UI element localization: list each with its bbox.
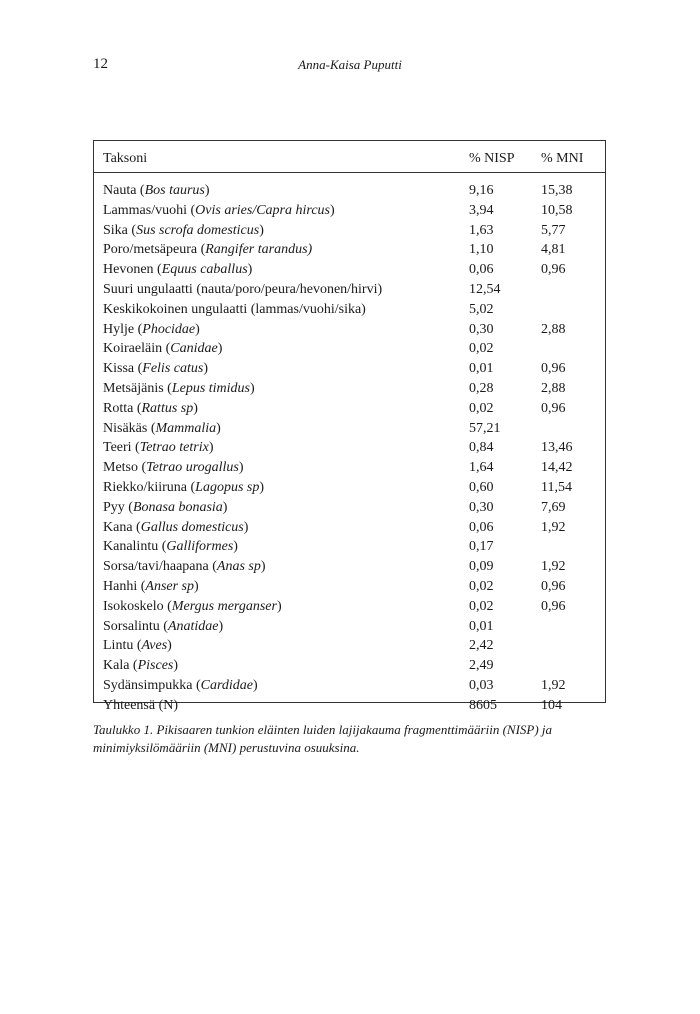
nisp-cell: 0,02	[469, 578, 494, 594]
taxon-cell	[94, 379, 469, 399]
mni-cell: 1,92	[541, 559, 566, 575]
table-row	[94, 498, 605, 518]
taxon-close-paren: )	[208, 440, 214, 456]
table-row	[94, 260, 605, 280]
taxon-close-paren: )	[218, 618, 224, 634]
nisp-cell: 9,16	[469, 183, 494, 198]
taxon-close-paren: )	[259, 479, 265, 495]
taxon-common-name: Kana (	[103, 519, 141, 535]
taxon-cell	[94, 438, 469, 458]
column-header-taxon: Taksoni	[94, 141, 469, 173]
taxon-common-name: Keskikokoinen ungulaatti (lammas/vuohi/sika)	[103, 301, 366, 317]
taxon-cell	[94, 518, 469, 538]
mni-cell: 0,96	[541, 578, 566, 594]
taxon-common-name: Kissa (	[103, 361, 143, 377]
table-row	[94, 173, 605, 201]
table-row	[94, 636, 605, 656]
table-row	[94, 419, 605, 439]
taxon-latin-name: Galliformes	[166, 539, 234, 555]
table-row	[94, 221, 605, 241]
nisp-cell: 1,10	[469, 242, 494, 258]
mni-cell: 104	[541, 697, 562, 713]
table-caption: Taulukko 1. Pikisaaren tunkion eläinten luiden lajijakauma fragmenttimääriin (NISP) ja minimiyksilömääriin (MNI) perustuvina osuuksina.	[93, 722, 553, 755]
taxon-latin-name: Mammalia	[155, 420, 217, 436]
table-row	[94, 518, 605, 538]
taxon-cell	[94, 419, 469, 439]
taxon-common-name: Riekko/kiiruna (	[103, 479, 196, 495]
taxon-cell	[94, 201, 469, 221]
taxon-common-name: Teeri (	[103, 440, 140, 456]
taxon-latin-name: Ovis aries/Capra hircus	[195, 202, 330, 218]
table-row	[94, 478, 605, 498]
taxon-cell	[94, 577, 469, 597]
taxon-close-paren: )	[193, 400, 198, 416]
nisp-cell: 0,84	[469, 440, 494, 456]
taxon-common-name: Kanalintu (	[103, 539, 167, 555]
taxon-latin-name: Phocidae	[142, 321, 196, 337]
taxon-common-name: Sika (	[103, 222, 137, 238]
mni-cell: 4,81	[541, 242, 566, 258]
taxon-cell	[94, 221, 469, 241]
taxon-common-name: Hevonen (	[103, 262, 162, 278]
taxon-latin-name: Pisces	[137, 658, 174, 674]
taxon-close-paren: )	[217, 341, 223, 357]
taxon-common-name: Kala (	[103, 658, 138, 674]
table-header-row	[94, 141, 605, 173]
taxon-common-name: Sydänsimpukka (	[103, 677, 201, 693]
table-row	[94, 438, 605, 458]
nisp-cell: 0,28	[469, 380, 494, 396]
taxon-close-paren: )	[329, 202, 335, 218]
mni-cell: 0,96	[541, 361, 566, 377]
mni-cell: 2,88	[541, 321, 566, 337]
mni-cell: 14,42	[541, 460, 573, 476]
taxon-close-paren: )	[194, 578, 199, 594]
taxon-latin-name: Gallus domesticus	[140, 519, 244, 535]
nisp-cell: 0,60	[469, 479, 494, 495]
table-row	[94, 339, 605, 359]
mni-cell: 15,38	[541, 183, 573, 198]
taxon-close-paren: )	[243, 519, 249, 535]
nisp-cell: 0,09	[469, 559, 494, 575]
table-row	[94, 399, 605, 419]
taxon-cell	[94, 597, 469, 617]
table-row	[94, 597, 605, 617]
taxon-cell	[94, 676, 469, 696]
column-header-mni: % MNI	[541, 141, 605, 173]
table-row	[94, 458, 605, 478]
table-row	[94, 557, 605, 577]
taxon-latin-name: Anas sp	[216, 559, 261, 575]
taxon-common-name: Poro/metsäpeura (	[103, 242, 206, 258]
taxon-common-name: Pyy (	[103, 499, 133, 515]
nisp-cell: 0,01	[469, 618, 494, 634]
nisp-cell: 2,49	[469, 658, 494, 674]
taxon-latin-name: Anser sp	[145, 578, 195, 594]
mni-cell: 0,96	[541, 598, 566, 614]
page-number: 12	[93, 56, 108, 72]
taxon-close-paren: )	[260, 559, 266, 575]
taxon-latin-name: Bonasa bonasia	[132, 499, 223, 515]
taxon-latin-name: Rattus sp	[141, 400, 194, 416]
mni-cell: 0,96	[541, 262, 566, 278]
taxon-cell	[94, 478, 469, 498]
taxon-common-name: Lammas/vuohi (	[103, 202, 196, 218]
taxon-latin-name: Aves	[141, 638, 168, 654]
table-row	[94, 676, 605, 696]
nisp-cell: 0,17	[469, 539, 494, 555]
taxon-close-paren: )	[276, 598, 282, 614]
taxon-common-name: Lintu (	[103, 638, 142, 654]
taxon-close-paren: )	[167, 638, 172, 654]
taxon-cell	[94, 173, 469, 201]
taxon-cell	[94, 696, 469, 716]
nisp-cell: 0,02	[469, 341, 494, 357]
taxon-close-paren: )	[250, 380, 255, 396]
nisp-cell: 57,21	[469, 420, 501, 436]
column-header-nisp: % NISP	[469, 141, 541, 173]
running-head: Anna-Kaisa Puputti	[298, 57, 402, 72]
nisp-cell: 0,03	[469, 677, 494, 693]
nisp-cell: 5,02	[469, 301, 494, 317]
mni-cell	[541, 419, 605, 439]
taxon-cell	[94, 280, 469, 300]
taxon-cell	[94, 320, 469, 340]
table-body	[94, 173, 605, 716]
taxon-common-name: Yhteensä (N)	[103, 697, 179, 713]
mni-cell	[541, 537, 605, 557]
taxon-cell	[94, 498, 469, 518]
mni-cell: 1,92	[541, 677, 566, 693]
taxon-cell	[94, 557, 469, 577]
table-row	[94, 320, 605, 340]
taxon-cell	[94, 656, 469, 676]
taxon-close-paren: )	[195, 321, 200, 337]
table-row	[94, 656, 605, 676]
taxon-cell	[94, 636, 469, 656]
taxon-close-paren: )	[233, 539, 238, 555]
taxon-latin-name: Canidae	[170, 341, 218, 357]
mni-cell: 5,77	[541, 222, 566, 238]
taxon-latin-name: Bos taurus	[144, 183, 205, 198]
taxon-cell	[94, 300, 469, 320]
taxon-common-name: Metsäjänis (	[103, 380, 172, 396]
nisp-cell: 3,94	[469, 202, 494, 218]
table-row	[94, 696, 605, 716]
mni-cell: 11,54	[541, 479, 572, 495]
mni-cell: 10,58	[541, 202, 573, 218]
table-row	[94, 617, 605, 637]
taxon-latin-name: Equus caballus	[161, 262, 248, 278]
taxon-latin-name: Cardidae	[200, 677, 253, 693]
mni-cell	[541, 636, 605, 656]
mni-cell: 13,46	[541, 440, 573, 456]
table-row	[94, 537, 605, 557]
taxon-cell	[94, 458, 469, 478]
taxon-common-name: Sorsalintu (	[103, 618, 168, 634]
taxon-latin-name: Anatidae	[167, 618, 219, 634]
taxon-common-name: Koiraeläin (	[103, 341, 171, 357]
nisp-cell: 1,64	[469, 460, 494, 476]
nisp-cell: 0,06	[469, 262, 494, 278]
taxon-close-paren: )	[204, 183, 210, 198]
taxon-close-paren: )	[222, 499, 228, 515]
taxon-common-name: Hylje (	[103, 321, 143, 337]
taxon-latin-name: Lagopus sp	[195, 479, 260, 495]
nisp-cell: 1,63	[469, 222, 494, 238]
taxon-cell	[94, 399, 469, 419]
taxon-close-paren: )	[173, 658, 179, 674]
nisp-cell: 2,42	[469, 638, 494, 654]
mni-cell	[541, 617, 605, 637]
taxon-close-paren: )	[259, 222, 264, 238]
mni-cell	[541, 300, 605, 320]
species-table-frame	[93, 140, 606, 713]
table-row	[94, 280, 605, 300]
taxon-latin-name: Felis catus	[142, 361, 204, 377]
mni-cell	[541, 339, 605, 359]
taxon-cell	[94, 359, 469, 379]
mni-cell: 2,88	[541, 380, 566, 396]
table-row	[94, 201, 605, 221]
taxon-common-name: Rotta (	[103, 400, 142, 416]
table-row	[94, 240, 605, 260]
taxon-common-name: Hanhi (	[103, 578, 146, 594]
table-row	[94, 379, 605, 399]
mni-cell	[541, 656, 605, 676]
taxon-latin-name: Lepus timidus	[171, 380, 251, 396]
species-table	[94, 141, 605, 716]
taxon-latin-name: Sus scrofa domesticus	[136, 222, 260, 238]
taxon-common-name: Nisäkäs (	[103, 420, 156, 436]
taxon-close-paren: )	[203, 361, 208, 377]
taxon-latin-name: Tetrao urogallus	[146, 460, 239, 476]
taxon-close-paren: )	[216, 420, 221, 436]
table-row	[94, 577, 605, 597]
taxon-close-paren: )	[252, 677, 258, 693]
taxon-common-name: Isokoskelo (	[103, 598, 172, 614]
nisp-cell: 0,01	[469, 361, 494, 377]
nisp-cell: 12,54	[469, 281, 501, 297]
mni-cell: 1,92	[541, 519, 566, 535]
table-row	[94, 300, 605, 320]
nisp-cell: 8605	[469, 697, 497, 713]
taxon-cell	[94, 240, 469, 260]
taxon-common-name: Sorsa/tavi/haapana (	[103, 559, 217, 575]
taxon-latin-name: Rangifer tarandus)	[205, 242, 313, 258]
mni-cell: 0,96	[541, 400, 566, 416]
taxon-cell	[94, 260, 469, 280]
nisp-cell: 0,02	[469, 598, 494, 614]
table-row	[94, 359, 605, 379]
taxon-latin-name: Mergus merganser	[171, 598, 277, 614]
taxon-cell	[94, 617, 469, 637]
taxon-common-name: Metso (	[103, 460, 147, 476]
taxon-cell	[94, 339, 469, 359]
taxon-close-paren: )	[238, 460, 244, 476]
taxon-close-paren: )	[247, 262, 253, 278]
nisp-cell: 0,02	[469, 400, 494, 416]
nisp-cell: 0,30	[469, 321, 494, 337]
taxon-common-name: Suuri ungulaatti (nauta/poro/peura/hevonen/hirvi)	[103, 281, 383, 297]
mni-cell	[541, 280, 605, 300]
nisp-cell: 0,06	[469, 519, 494, 535]
nisp-cell: 0,30	[469, 499, 494, 515]
taxon-cell	[94, 537, 469, 557]
mni-cell: 7,69	[541, 499, 566, 515]
taxon-common-name: Nauta (	[103, 183, 145, 198]
taxon-latin-name: Tetrao tetrix	[139, 440, 209, 456]
